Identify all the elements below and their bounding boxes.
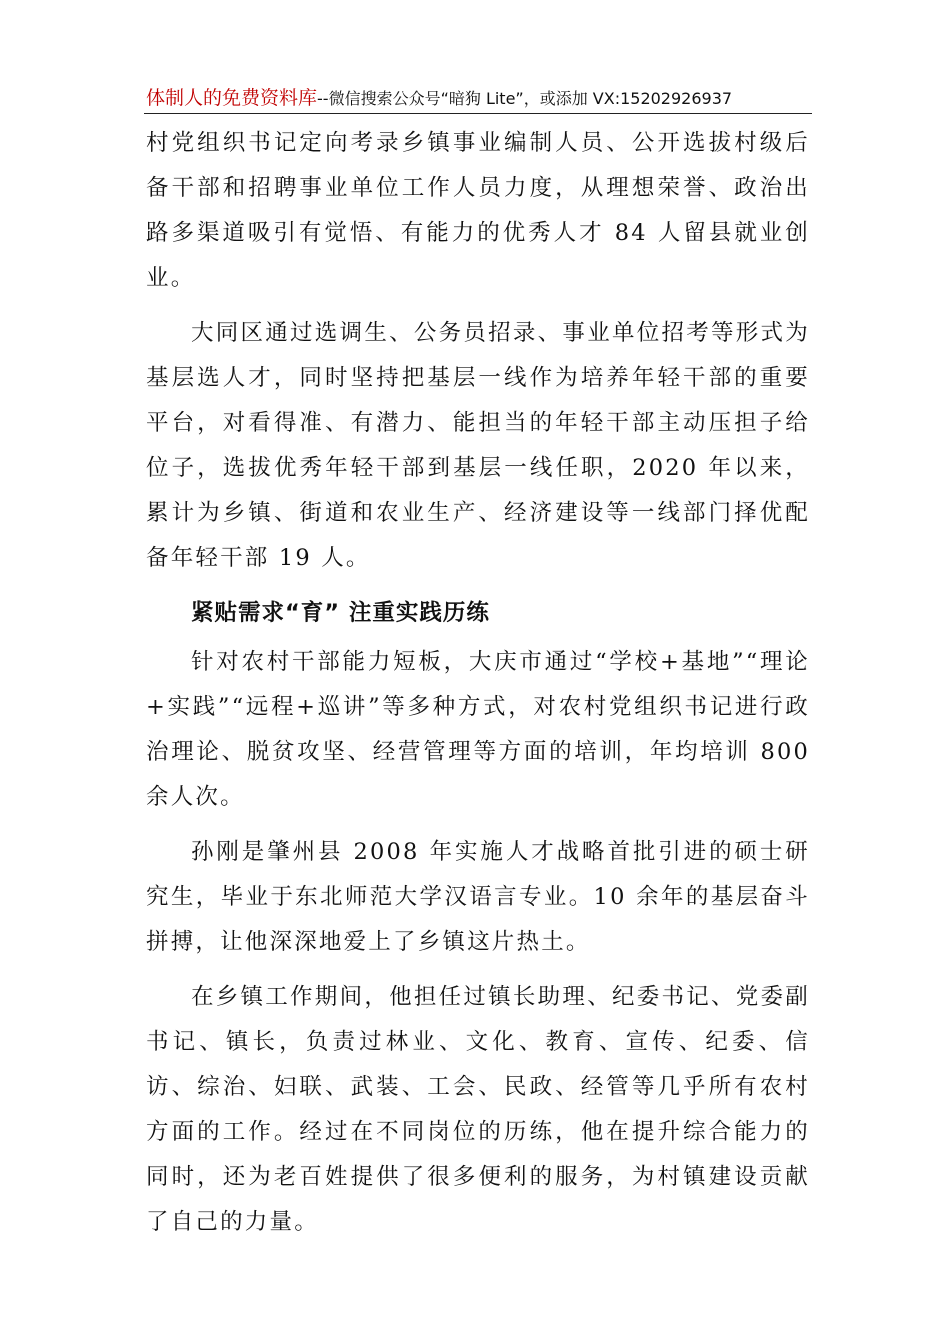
paragraph-daqing-training: 针对农村干部能力短板，大庆市通过“学校+基地”“理论+实践”“远程+巡讲”等多种方式，对农村党组织书记进行政治理论、脱贫攻坚、经营管理等方面的培训，年均培训 800 余人次。 <box>146 649 810 810</box>
header-contact: --微信搜索公众号“暗狗 Lite”，或添加 VX:15202926937 <box>317 89 733 108</box>
paragraph-sun-gang-work: 在乡镇工作期间，他担任过镇长助理、纪委书记、党委副书记、镇长，负责过林业、文化、教育、宣传、纪委、信访、综治、妇联、武装、工会、民政、经管等几乎所有农村方面的工作。经过在不同岗位的历练，他在提升综合能力的同时，还为老百姓提供了很多便利的服务，为村镇建设贡献了自己的力量。 <box>146 984 810 1235</box>
header-divider <box>144 113 812 114</box>
paragraph-sun-gang-intro: 孙刚是肇州县 2008 年实施人才战略首批引进的硕士研究生，毕业于东北师范大学汉语言专业。10 余年的基层奋斗拼搏，让他深深地爱上了乡镇这片热土。 <box>146 839 810 955</box>
paragraph-continued: 村党组织书记定向考录乡镇事业编制人员、公开选拔村级后备干部和招聘事业单位工作人员力度，从理想荣誉、政治出路多渠道吸引有觉悟、有能力的优秀人才 84 人留县就业创业。 <box>146 130 810 291</box>
section-heading: 紧贴需求“育” 注重实践历练 <box>191 600 490 626</box>
header-brand: 体制人的免费资料库 <box>146 87 318 109</box>
paragraph-datong: 大同区通过选调生、公务员招录、事业单位招考等形式为基层选人才，同时坚持把基层一线作为培养年轻干部的重要平台，对看得准、有潜力、能担当的年轻干部主动压担子给位子，选拔优秀年轻干部到基层一线任职，2020 年以来，累计为乡镇、街道和农业生产、经济建设等一线部门择优配备年轻干部 19 人。 <box>146 320 810 571</box>
document-body <box>146 121 810 1255</box>
page-header <box>146 84 816 112</box>
